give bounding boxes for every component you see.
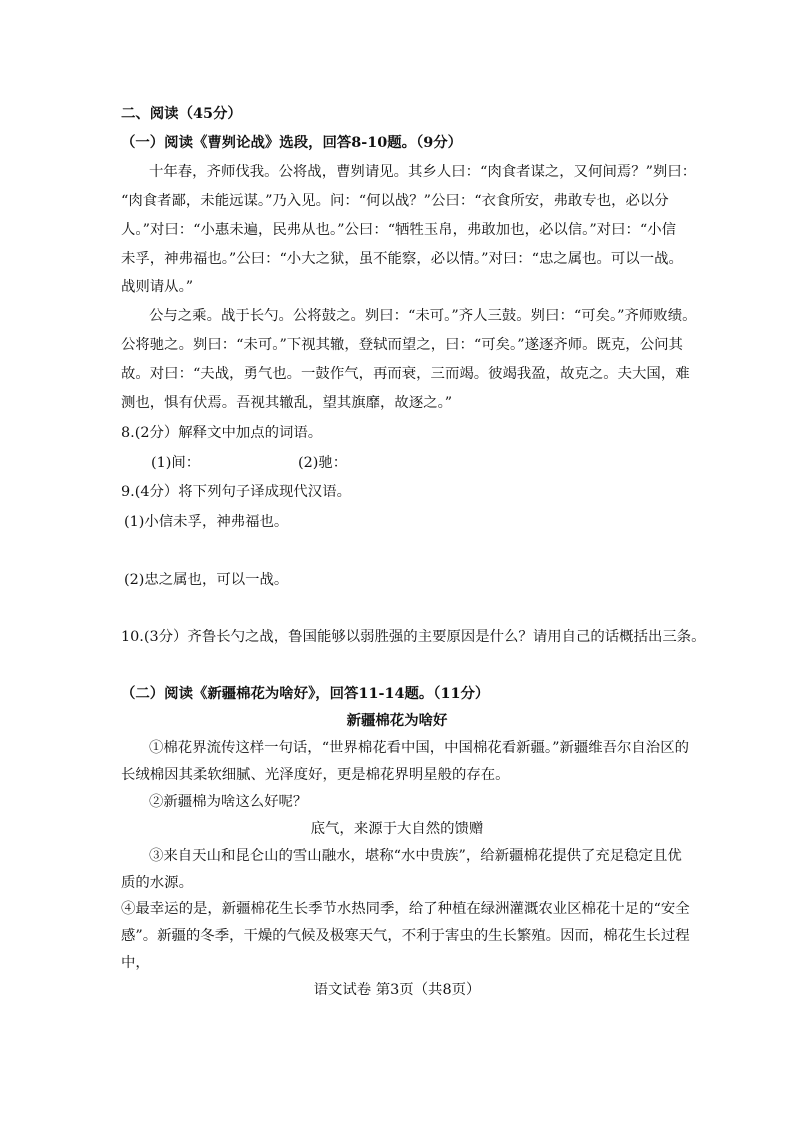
article-line: 长绒棉因其柔软细腻、光泽度好，更是棉花界明星般的存在。 — [121, 767, 510, 783]
page-footer: 语文试卷 第3页（共8页） — [313, 982, 481, 998]
article-line: ②新疆棉为啥这么好呢？ — [149, 794, 308, 810]
article-title: 新疆棉花为啥好 — [346, 712, 448, 729]
question-10: 10.(3分）齐鲁长勺之战，鲁国能够以弱胜强的主要原因是什么？请用自己的话概括出三条。 — [121, 629, 706, 645]
article-line: ①棉花界流传这样一句话，“世界棉花看中国，中国棉花看新疆。”新疆维吾尔自治区的 — [149, 740, 689, 756]
passage-line: 十年春，齐师伐我。公将战，曹刿请见。其乡人曰：“肉食者谋之，又何间焉？”刿曰： — [149, 164, 697, 180]
passage-line: 故。对曰：“夫战，勇气也。一鼓作气，再而衰，三而竭。彼竭我盈，故克之。夫大国，难 — [121, 366, 690, 382]
article-line: 感”。新疆的冬季，干燥的气候及极寒天气，不利于害虫的生长繁殖。因而，棉花生长过程 — [121, 928, 690, 944]
passage-line: 人。”对曰：“小惠未遍，民弗从也。”公曰：“牺牲玉帛，弗敢加也，必以信。”对曰：“小信 — [121, 222, 676, 238]
article-line: 质的水源。 — [121, 875, 193, 891]
article-line: ④最幸运的是，新疆棉花生长季节水热同季，给了种植在绿洲灌溉农业区棉花十足的“安全 — [121, 901, 690, 917]
section-heading: 二、阅读（45分） — [121, 105, 242, 122]
passage-line: 公将驰之。刿曰：“未可。”下视其辙，登轼而望之，曰：“可矣。”遂逐齐师。既克，公问其 — [121, 337, 683, 353]
passage-line: 测也，惧有伏焉。吾视其辙乱，望其旗靡，故逐之。” — [121, 395, 453, 411]
part2-heading: （二）阅读《新疆棉花为啥好》，回答11-14题。（11分） — [121, 685, 490, 702]
article-line: 中， — [121, 955, 150, 971]
question-9-item-2: (2)忠之属也，可以一战。 — [124, 572, 289, 588]
question-8-item-1: (1)间： — [151, 455, 201, 471]
question-8-item-2: (2)驰： — [298, 455, 348, 471]
question-8: 8.(2分）解释文中加点的词语。 — [121, 425, 323, 441]
question-9: 9.(4分）将下列句子译成现代汉语。 — [121, 484, 351, 500]
question-9-item-1: (1)小信未孚，神弗福也。 — [124, 514, 289, 530]
passage-line: 战则请从。” — [121, 279, 194, 295]
article-line: ③来自天山和昆仑山的雪山融水，堪称“水中贵族”，给新疆棉花提供了充足稳定且优 — [149, 848, 682, 864]
passage-line: 公与之乘。战于长勺。公将鼓之。刿曰：“未可。”齐人三鼓。刿曰：“可矣。”齐师败绩。 — [149, 308, 697, 324]
passage-line: “肉食者鄙，未能远谋。”乃入见。问：“何以战？”公曰：“衣食所安，弗敢专也，必以分 — [121, 193, 669, 209]
passage-line: 未孚，神弗福也。”公曰：“小大之狱，虽不能察，必以情。”对曰：“忠之属也。可以一战。 — [121, 251, 683, 267]
article-subtitle: 底气，来源于大自然的馈赠 — [310, 821, 484, 837]
part1-heading: （一）阅读《曹刿论战》选段，回答8-10题。（9分） — [121, 134, 463, 151]
